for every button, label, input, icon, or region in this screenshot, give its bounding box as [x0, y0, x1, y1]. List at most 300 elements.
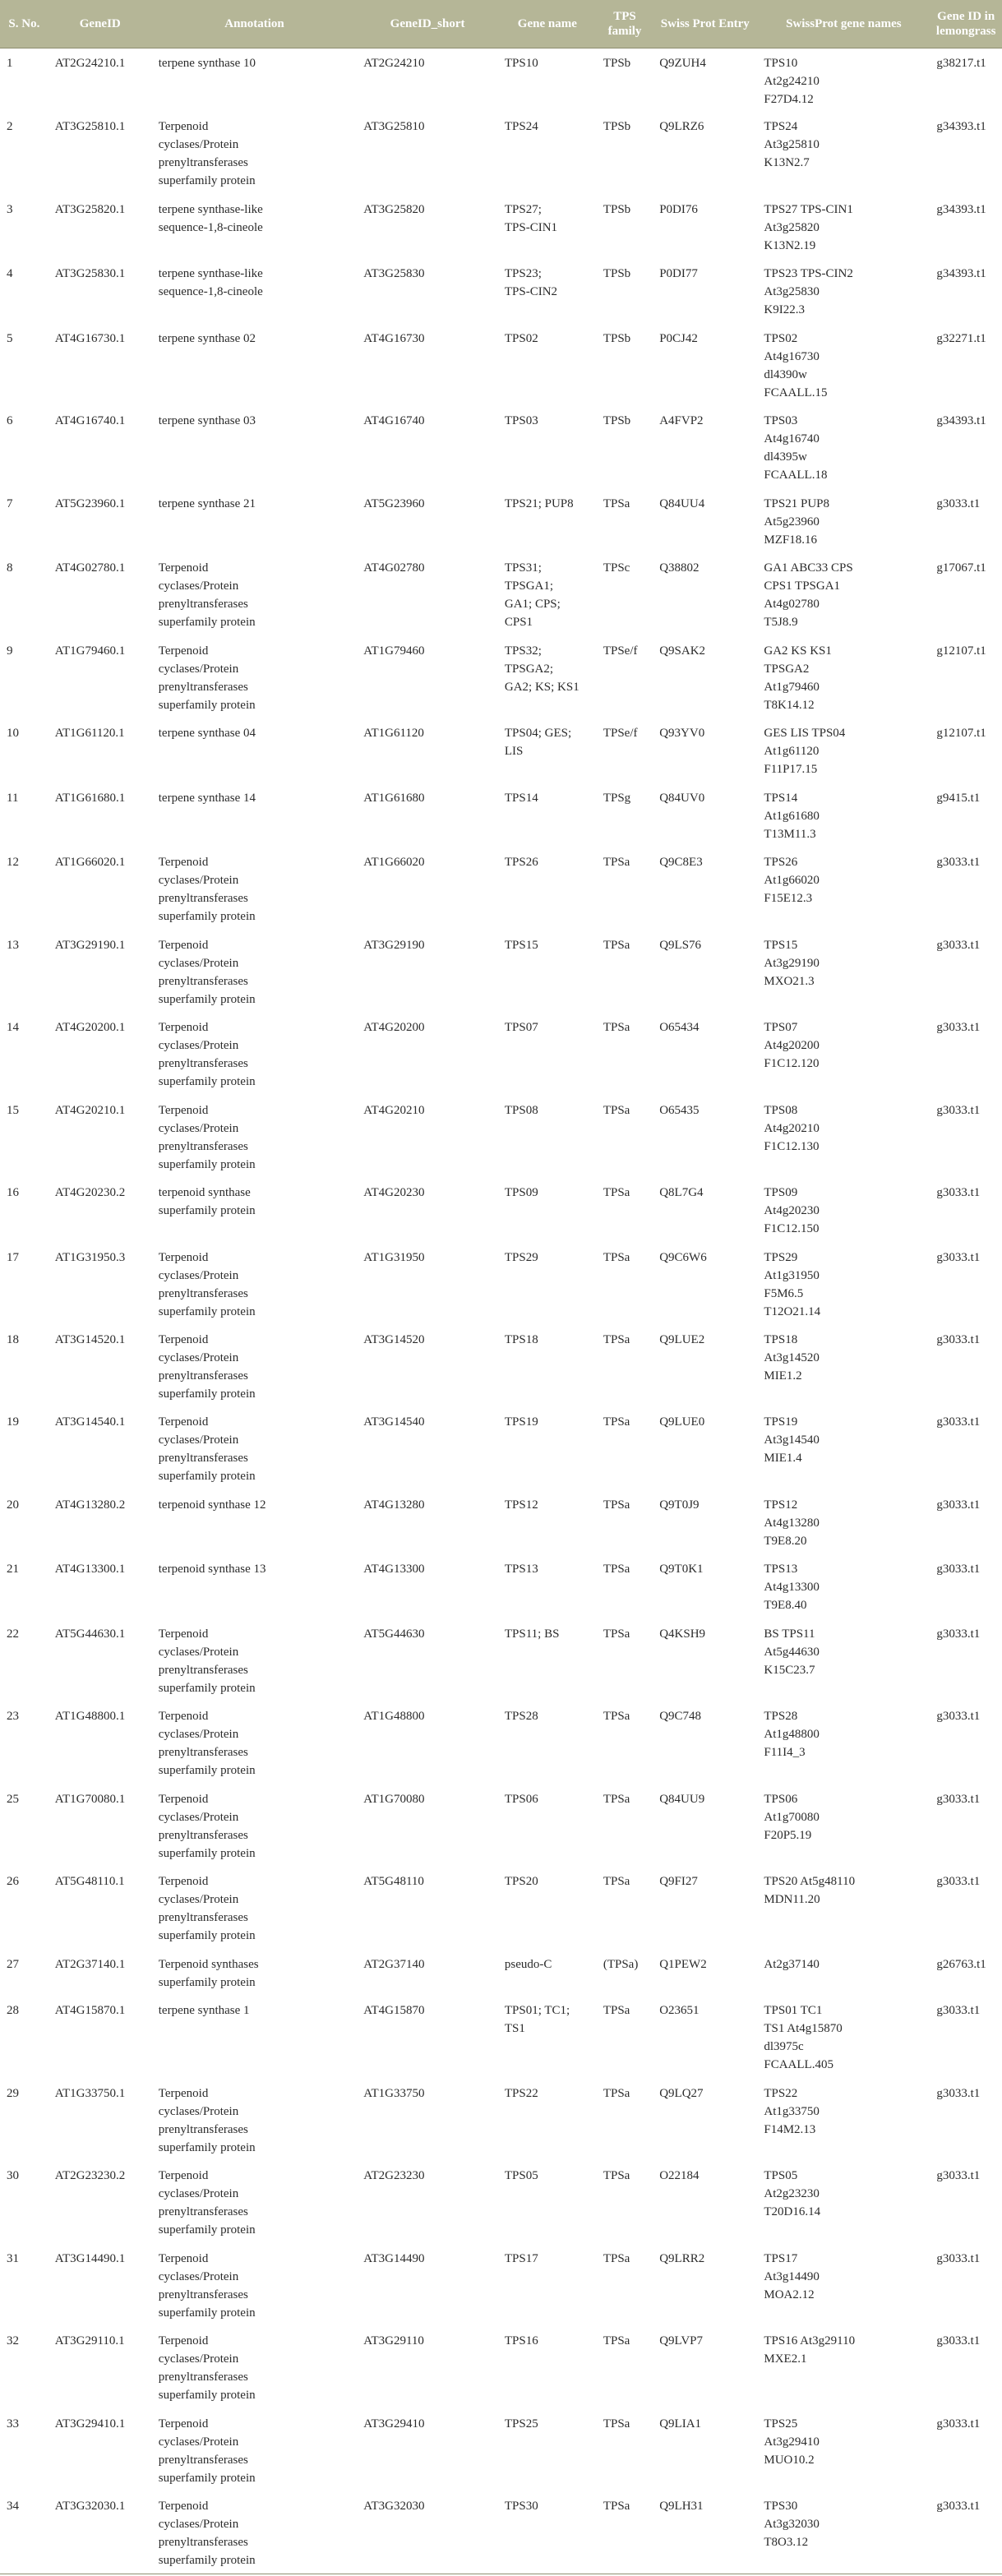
table-row	[0, 489, 1002, 553]
cell-gene-name: TPS14	[504, 791, 538, 805]
cell-geneid: AT3G14540.1	[54, 1415, 126, 1429]
cell-annotation: Terpenoid cyclases/Protein prenyltransferases superfamily protein	[158, 1627, 256, 1695]
table-row	[0, 1325, 1002, 1407]
cell-geneid: AT4G16730.1	[54, 331, 126, 345]
table-row	[0, 847, 1002, 930]
cell-lemongrass-id: g34393.t1	[936, 202, 986, 216]
cell-sno: 19	[7, 1415, 19, 1429]
cell-tps-family: TPSa	[603, 1186, 630, 1200]
cell-swissprot-gene-names: TPS01 TC1 TS1 At4g15870 dl3975c FCAALL.405	[764, 2004, 843, 2072]
header-annotation: Annotation	[152, 0, 358, 48]
cell-sno: 5	[7, 331, 13, 345]
cell-annotation: Terpenoid cyclases/Protein prenyltransferases superfamily protein	[158, 2334, 256, 2403]
cell-annotation: terpene synthase-like sequence-1,8-cineole	[158, 202, 263, 234]
cell-lemongrass-id: g3033.t1	[936, 2004, 981, 2018]
cell-geneid-short: AT3G14490	[363, 2251, 425, 2265]
cell-lemongrass-id: g3033.t1	[936, 1103, 981, 1117]
table-row	[0, 48, 1002, 112]
cell-gene-name: TPS20	[504, 1875, 538, 1889]
cell-geneid: AT3G29110.1	[54, 2334, 125, 2348]
cell-lemongrass-id: g3033.t1	[936, 1875, 981, 1889]
cell-lemongrass-id: g12107.t1	[936, 727, 986, 741]
table-body	[0, 48, 1002, 2574]
table-row	[0, 1701, 1002, 1784]
table-row	[0, 2409, 1002, 2491]
cell-tps-family: (TPSa)	[603, 1957, 639, 1971]
cell-swissprot-entry: P0DI76	[659, 202, 698, 216]
table-row	[0, 1490, 1002, 1554]
cell-annotation: Terpenoid cyclases/Protein prenyltransferases superfamily protein	[158, 1875, 256, 1943]
cell-sno: 4	[7, 267, 13, 281]
cell-geneid-short: AT5G44630	[363, 1627, 425, 1641]
cell-geneid: AT1G70080.1	[54, 1792, 126, 1806]
cell-swissprot-gene-names: TPS09 At4g20230 F1C12.150	[764, 1186, 820, 1236]
cell-swissprot-entry: Q9C748	[659, 1710, 702, 1724]
cell-tps-family: TPSa	[603, 496, 630, 510]
cell-tps-family: TPSe/f	[603, 644, 638, 658]
cell-lemongrass-id: g34393.t1	[936, 267, 986, 281]
cell-gene-name: pseudo-C	[504, 1957, 552, 1971]
table-row	[0, 324, 1002, 406]
cell-tps-family: TPSa	[603, 1627, 630, 1641]
cell-swissprot-entry: P0CJ42	[659, 331, 698, 345]
cell-tps-family: TPSa	[603, 2251, 630, 2265]
cell-swissprot-entry: O22184	[659, 2169, 700, 2183]
cell-annotation: Terpenoid cyclases/Protein prenyltransferases superfamily protein	[152, 2491, 358, 2574]
cell-swissprot-gene-names: TPS17 At3g14490 MOA2.12	[764, 2251, 820, 2301]
cell-lemongrass-id: g3033.t1	[936, 2417, 981, 2431]
table-row	[0, 259, 1002, 323]
cell-sno: 34	[0, 2491, 48, 2574]
cell-tps-family: TPSa	[597, 2491, 653, 2574]
cell-tps-family: TPSa	[603, 1792, 630, 1806]
cell-swissprot-gene-names: TPS22 At1g33750 F14M2.13	[764, 2086, 820, 2136]
cell-annotation: Terpenoid cyclases/Protein prenyltransferases superfamily protein	[158, 644, 256, 712]
cell-tps-family: TPSa	[603, 1103, 630, 1117]
table-row	[0, 1243, 1002, 1325]
cell-lemongrass-id: g3033.t1	[936, 1415, 981, 1429]
cell-sno: 15	[7, 1103, 19, 1117]
cell-geneid-short: AT3G25810	[363, 120, 425, 134]
cell-annotation: Terpenoid cyclases/Protein prenyltransferases superfamily protein	[158, 1250, 256, 1318]
cell-geneid-short: AT4G16730	[363, 331, 425, 345]
cell-swissprot-gene-names: TPS21 PUP8 At5g23960 MZF18.16	[764, 496, 829, 547]
cell-sno: 29	[7, 2086, 19, 2100]
cell-swissprot-entry: Q9LRZ6	[659, 120, 704, 134]
cell-tps-family: TPSa	[603, 1250, 630, 1264]
cell-tps-family: TPSa	[603, 2169, 630, 2183]
cell-annotation: Terpenoid cyclases/Protein prenyltransferases superfamily protein	[158, 1103, 256, 1171]
cell-gene-name: TPS17	[504, 2251, 538, 2265]
cell-annotation: terpenoid synthase superfamily protein	[158, 1186, 256, 1218]
cell-gene-name: TPS11; BS	[504, 1627, 560, 1641]
cell-tps-family: TPSa	[603, 938, 630, 952]
cell-tps-family: TPSa	[603, 1332, 630, 1346]
cell-annotation: terpene synthase-like sequence-1,8-cineole	[158, 267, 263, 299]
cell-tps-family: TPSa	[603, 856, 630, 870]
cell-gene-name: TPS29	[504, 1250, 538, 1264]
cell-swissprot-entry: Q1PEW2	[659, 1957, 707, 1971]
header-geneid: GeneID	[48, 0, 152, 48]
cell-geneid: AT1G61680.1	[54, 791, 126, 805]
cell-swissprot-entry: Q9C8E3	[659, 856, 703, 870]
table-row	[0, 2326, 1002, 2408]
table-row	[0, 195, 1002, 259]
cell-geneid: AT5G44630.1	[54, 1627, 126, 1641]
cell-geneid: AT1G66020.1	[54, 856, 126, 870]
cell-sno: 32	[7, 2334, 19, 2348]
cell-sno: 10	[7, 727, 19, 741]
cell-gene-name: TPS13	[504, 1563, 538, 1577]
cell-tps-family: TPSa	[603, 2004, 630, 2018]
table-row	[0, 1784, 1002, 1867]
cell-swissprot-gene-names: TPS07 At4g20200 F1C12.120	[764, 1021, 820, 1071]
cell-gene-name: TPS22	[504, 2086, 538, 2100]
cell-geneid: AT2G23230.2	[54, 2169, 126, 2183]
cell-swissprot-gene-names: TPS27 TPS-CIN1 At3g25820 K13N2.19	[764, 202, 853, 252]
cell-annotation: terpene synthase 04	[158, 727, 256, 741]
cell-lemongrass-id: g3033.t1	[936, 2169, 981, 2183]
cell-gene-name: TPS07	[504, 1021, 538, 1035]
cell-gene-name: TPS15	[504, 938, 538, 952]
cell-geneid-short: AT4G02780	[363, 561, 425, 575]
cell-geneid-short: AT1G70080	[363, 1792, 425, 1806]
cell-geneid-short: AT4G13300	[363, 1563, 425, 1577]
cell-annotation: Terpenoid cyclases/Protein prenyltransferases superfamily protein	[158, 1021, 256, 1089]
cell-geneid-short: AT5G23960	[363, 496, 425, 510]
cell-annotation: Terpenoid cyclases/Protein prenyltransferases superfamily protein	[158, 2417, 256, 2485]
cell-lemongrass-id: g3033.t1	[936, 496, 981, 510]
cell-lemongrass-id: g3033.t1	[936, 1710, 981, 1724]
cell-annotation: terpene synthase 10	[158, 56, 256, 70]
table-row	[0, 930, 1002, 1013]
cell-geneid: AT3G25820.1	[54, 202, 126, 216]
cell-lemongrass-id: g3033.t1	[936, 1563, 981, 1577]
cell-lemongrass-id: g3033.t1	[936, 938, 981, 952]
cell-tps-family: TPSe/f	[603, 727, 638, 741]
cell-gene-name: TPS28	[504, 1710, 538, 1724]
cell-lemongrass-id: g3033.t1	[936, 1498, 981, 1512]
cell-swissprot-entry: A4FVP2	[659, 414, 704, 428]
cell-swissprot-entry: Q9T0J9	[659, 1498, 700, 1512]
cell-sno: 18	[7, 1332, 19, 1346]
cell-tps-family: TPSb	[603, 202, 631, 216]
cell-swissprot-gene-names: TPS14 At1g61680 T13M11.3	[764, 791, 820, 841]
cell-swissprot-gene-names: TPS24 At3g25810 K13N2.7	[764, 120, 820, 170]
cell-geneid-short: AT1G61680	[363, 791, 425, 805]
table-row	[0, 1178, 1002, 1242]
cell-tps-family: TPSa	[603, 1498, 630, 1512]
cell-gene-name: TPS05	[504, 2169, 538, 2183]
cell-lemongrass-id: g34393.t1	[936, 120, 986, 134]
cell-annotation: Terpenoid cyclases/Protein prenyltransferases superfamily protein	[158, 938, 256, 1006]
cell-sno: 21	[7, 1563, 19, 1577]
cell-geneid-short: AT1G31950	[363, 1250, 425, 1264]
cell-geneid-short: AT1G33750	[363, 2086, 425, 2100]
cell-gene-name: TPS12	[504, 1498, 538, 1512]
table-row	[0, 1407, 1002, 1489]
cell-tps-family: TPSb	[603, 56, 631, 70]
table-row	[0, 1996, 1002, 2078]
cell-annotation: Terpenoid cyclases/Protein prenyltransferases superfamily protein	[158, 2169, 256, 2237]
cell-geneid: AT3G14490.1	[54, 2251, 126, 2265]
cell-geneid-short: AT4G13280	[363, 1498, 425, 1512]
cell-sno: 13	[7, 938, 19, 952]
cell-swissprot-entry: Q84UU4	[659, 496, 705, 510]
cell-geneid: AT5G23960.1	[54, 496, 126, 510]
cell-lemongrass-id: g3033.t1	[936, 2086, 981, 2100]
cell-swissprot-entry: Q9LQ27	[659, 2086, 704, 2100]
cell-swissprot-entry: Q9LH31	[653, 2491, 757, 2574]
cell-lemongrass-id: g12107.t1	[936, 644, 986, 658]
cell-sno: 6	[7, 414, 13, 428]
cell-geneid-short: AT1G48800	[363, 1710, 425, 1724]
cell-swissprot-entry: Q9ZUH4	[659, 56, 706, 70]
cell-sno: 28	[7, 2004, 19, 2018]
cell-swissprot-entry: Q84UU9	[659, 1792, 705, 1806]
cell-sno: 3	[7, 202, 13, 216]
cell-geneid-short: AT4G20230	[363, 1186, 425, 1200]
cell-swissprot-gene-names: TPS13 At4g13300 T9E8.40	[764, 1563, 820, 1613]
cell-swissprot-entry: Q9LRR2	[659, 2251, 705, 2265]
cell-geneid-short: AT3G14520	[363, 1332, 425, 1346]
cell-gene-name: TPS02	[504, 331, 538, 345]
cell-lemongrass-id: g9415.t1	[936, 791, 981, 805]
cell-geneid-short: AT3G25820	[363, 202, 425, 216]
cell-geneid: AT1G79460.1	[54, 644, 126, 658]
header-tps-family: TPS family	[597, 0, 653, 48]
cell-lemongrass-id: g3033.t1	[936, 1332, 981, 1346]
cell-annotation: Terpenoid cyclases/Protein prenyltransferases superfamily protein	[158, 2086, 256, 2154]
cell-gene-name: TPS01; TC1; TS1	[504, 2004, 570, 2036]
cell-swissprot-gene-names: TPS12 At4g13280 T9E8.20	[764, 1498, 820, 1548]
cell-swissprot-gene-names: TPS26 At1g66020 F15E12.3	[764, 856, 820, 906]
cell-annotation: Terpenoid synthases superfamily protein	[158, 1957, 259, 1989]
cell-lemongrass-id: g32271.t1	[936, 331, 986, 345]
table-row	[0, 112, 1002, 194]
cell-gene-name: TPS03	[504, 414, 538, 428]
cell-sno: 33	[7, 2417, 19, 2431]
cell-geneid-short: AT1G79460	[363, 644, 425, 658]
table-row	[0, 2079, 1002, 2161]
cell-swissprot-entry: Q38802	[659, 561, 700, 575]
cell-geneid: AT4G15870.1	[54, 2004, 126, 2018]
cell-sno: 26	[7, 1875, 19, 1889]
cell-swissprot-entry: Q9FI27	[659, 1875, 698, 1889]
table-row	[0, 1867, 1002, 1949]
cell-geneid-short: AT3G29110	[363, 2334, 424, 2348]
cell-swissprot-entry: Q4KSH9	[659, 1627, 706, 1641]
table-row	[0, 636, 1002, 718]
cell-swissprot-gene-names: TPS19 At3g14540 MIE1.4	[764, 1415, 820, 1466]
cell-gene-name: TPS16	[504, 2334, 538, 2348]
cell-swissprot-gene-names: TPS18 At3g14520 MIE1.2	[764, 1332, 820, 1383]
cell-annotation: Terpenoid cyclases/Protein prenyltransferases superfamily protein	[158, 1792, 256, 1860]
cell-swissprot-entry: Q9LS76	[659, 938, 702, 952]
cell-geneid-short: AT4G16740	[363, 414, 425, 428]
cell-swissprot-gene-names: TPS16 At3g29110 MXE2.1	[764, 2334, 856, 2366]
cell-tps-family: TPSa	[603, 1710, 630, 1724]
table-row	[0, 2161, 1002, 2243]
cell-gene-name: TPS26	[504, 856, 538, 870]
cell-gene-name: TPS27; TPS-CIN1	[504, 202, 558, 234]
cell-lemongrass-id: g38217.t1	[936, 56, 986, 70]
cell-geneid-short: AT3G14540	[363, 1415, 425, 1429]
cell-geneid-short: AT3G25830	[363, 267, 425, 281]
cell-annotation: terpenoid synthase 12	[158, 1498, 266, 1512]
cell-gene-name: TPS04; GES; LIS	[504, 727, 572, 759]
cell-geneid: AT3G14520.1	[54, 1332, 126, 1346]
cell-sno: 25	[7, 1792, 19, 1806]
cell-tps-family: TPSc	[603, 561, 630, 575]
cell-sno: 22	[7, 1627, 19, 1641]
cell-tps-family: TPSa	[603, 2086, 630, 2100]
cell-gene-name: TPS06	[504, 1792, 538, 1806]
cell-lemongrass-id: g26763.t1	[936, 1957, 986, 1971]
cell-geneid: AT3G25810.1	[54, 120, 126, 134]
cell-geneid-short: AT2G24210	[363, 56, 425, 70]
table-row	[0, 1950, 1002, 1996]
table-row	[0, 1619, 1002, 1701]
cell-geneid: AT2G37140.1	[54, 1957, 126, 1971]
cell-swissprot-entry: Q93YV0	[659, 727, 705, 741]
cell-swissprot-gene-names: TPS20 At5g48110 MDN11.20	[764, 1875, 856, 1907]
cell-geneid: AT1G61120.1	[54, 727, 125, 741]
cell-geneid-short: AT3G29190	[363, 938, 425, 952]
cell-swissprot-gene-names: TPS05 At2g23230 T20D16.14	[764, 2169, 821, 2219]
cell-tps-family: TPSa	[603, 2334, 630, 2348]
cell-gene-name: TPS19	[504, 1415, 538, 1429]
cell-swissprot-entry: Q9C6W6	[659, 1250, 707, 1264]
cell-annotation: Terpenoid cyclases/Protein prenyltransferases superfamily protein	[158, 2251, 256, 2320]
table-row	[0, 553, 1002, 635]
cell-sno: 8	[7, 561, 13, 575]
cell-lemongrass-id: g17067.t1	[936, 561, 986, 575]
cell-geneid: AT5G48110.1	[54, 1875, 125, 1889]
cell-swissprot-entry: P0DI77	[659, 267, 698, 281]
cell-swissprot-gene-names: TPS28 At1g48800 F11I4_3	[764, 1710, 820, 1760]
cell-swissprot-entry: Q9LVP7	[659, 2334, 703, 2348]
cell-annotation: terpene synthase 14	[158, 791, 256, 805]
cell-swissprot-gene-names: TPS06 At1g70080 F20P5.19	[764, 1792, 820, 1842]
cell-geneid-short: AT2G37140	[363, 1957, 425, 1971]
cell-swissprot-entry: O65435	[659, 1103, 700, 1117]
cell-swissprot-gene-names: TPS23 TPS-CIN2 At3g25830 K9I22.3	[764, 267, 853, 317]
cell-swissprot-entry: Q9SAK2	[659, 644, 706, 658]
table-row	[0, 718, 1002, 782]
cell-sno: 1	[7, 56, 13, 70]
cell-tps-family: TPSa	[603, 2417, 630, 2431]
cell-sno: 27	[7, 1957, 19, 1971]
cell-swissprot-entry: O23651	[659, 2004, 700, 2018]
cell-sno: 31	[7, 2251, 19, 2265]
cell-gene-name: TPS08	[504, 1103, 538, 1117]
cell-sno: 30	[7, 2169, 19, 2183]
cell-sno: 2	[7, 120, 13, 134]
cell-geneid: AT1G48800.1	[54, 1710, 126, 1724]
cell-gene-name: TPS25	[504, 2417, 538, 2431]
cell-swissprot-gene-names: GA2 KS KS1 TPSGA2 At1g79460 T8K14.12	[764, 644, 832, 712]
cell-gene-name: TPS31; TPSGA1; GA1; CPS; CPS1	[504, 561, 561, 630]
cell-annotation: Terpenoid cyclases/Protein prenyltransferases superfamily protein	[158, 1415, 256, 1484]
table-row	[0, 2244, 1002, 2326]
header-geneid-short: GeneID_short	[357, 0, 498, 48]
cell-geneid-short: AT4G20210	[363, 1103, 425, 1117]
cell-swissprot-gene-names: At2g37140	[764, 1957, 820, 1971]
header-swissprot-entry: Swiss Prot Entry	[653, 0, 757, 48]
cell-geneid-short: AT1G61120	[363, 727, 424, 741]
cell-swissprot-gene-names: TPS10 At2g24210 F27D4.12	[764, 56, 820, 106]
cell-geneid: AT3G29410.1	[54, 2417, 126, 2431]
cell-lemongrass-id: g3033.t1	[936, 2334, 981, 2348]
cell-swissprot-gene-names: GES LIS TPS04 At1g61120 F11P17.15	[764, 727, 846, 777]
header-lemongrass-id: Gene ID in lemongrass	[930, 0, 1002, 48]
cell-geneid-short: AT4G20200	[363, 1021, 425, 1035]
cell-swissprot-entry: Q8L7G4	[659, 1186, 704, 1200]
cell-sno: 11	[7, 791, 19, 805]
cell-sno: 16	[7, 1186, 19, 1200]
table-row	[0, 1554, 1002, 1618]
cell-geneid: AT2G24210.1	[54, 56, 126, 70]
cell-lemongrass-id: g3033.t1	[936, 2251, 981, 2265]
cell-geneid: AT3G32030.1	[48, 2491, 152, 2574]
cell-geneid: AT1G33750.1	[54, 2086, 126, 2100]
cell-lemongrass-id: g3033.t1	[936, 1186, 981, 1200]
cell-tps-family: TPSa	[603, 1875, 630, 1889]
cell-gene-name: TPS32; TPSGA2; GA2; KS; KS1	[504, 644, 579, 694]
header-swissprot-gene-names: SwissProt gene names	[757, 0, 930, 48]
cell-lemongrass-id: g3033.t1	[936, 1627, 981, 1641]
cell-sno: 14	[7, 1021, 19, 1035]
cell-sno: 12	[7, 856, 19, 870]
cell-geneid: AT4G20230.2	[54, 1186, 126, 1200]
cell-lemongrass-id: g34393.t1	[936, 414, 986, 428]
cell-annotation: Terpenoid cyclases/Protein prenyltransferases superfamily protein	[158, 856, 256, 924]
cell-swissprot-entry: O65434	[659, 1021, 700, 1035]
cell-gene-name: TPS18	[504, 1332, 538, 1346]
cell-gene-name: TPS09	[504, 1186, 538, 1200]
table-row	[0, 2491, 1002, 2574]
cell-geneid-short: AT5G48110	[363, 1875, 424, 1889]
cell-annotation: Terpenoid cyclases/Protein prenyltransferases superfamily protein	[158, 120, 256, 188]
header-gene-name: Gene name	[498, 0, 597, 48]
cell-swissprot-entry: Q84UV0	[659, 791, 705, 805]
cell-geneid-short: AT3G32030	[357, 2491, 498, 2574]
cell-geneid: AT4G13300.1	[54, 1563, 126, 1577]
cell-gene-name: TPS30	[498, 2491, 597, 2574]
cell-annotation: terpene synthase 03	[158, 414, 256, 428]
cell-geneid: AT3G29190.1	[54, 938, 126, 952]
table-row	[0, 1096, 1002, 1178]
cell-tps-family: TPSa	[603, 1563, 630, 1577]
cell-gene-name: TPS24	[504, 120, 538, 134]
cell-annotation: Terpenoid cyclases/Protein prenyltransferases superfamily protein	[158, 1710, 256, 1778]
cell-geneid-short: AT4G15870	[363, 2004, 425, 2018]
cell-sno: 17	[7, 1250, 19, 1264]
cell-swissprot-entry: Q9LIA1	[659, 2417, 702, 2431]
cell-sno: 7	[7, 496, 13, 510]
cell-gene-name: TPS21; PUP8	[504, 496, 574, 510]
cell-geneid: AT4G02780.1	[54, 561, 126, 575]
cell-swissprot-gene-names: TPS15 At3g29190 MXO21.3	[764, 938, 820, 988]
cell-gene-name: TPS23; TPS-CIN2	[504, 267, 558, 299]
cell-swissprot-gene-names: TPS03 At4g16740 dl4395w FCAALL.18	[764, 414, 828, 482]
cell-geneid: AT4G16740.1	[54, 414, 126, 428]
cell-sno: 23	[7, 1710, 19, 1724]
header-sno: S. No.	[0, 0, 48, 48]
cell-lemongrass-id: g3033.t1	[936, 1250, 981, 1264]
cell-sno: 20	[7, 1498, 19, 1512]
